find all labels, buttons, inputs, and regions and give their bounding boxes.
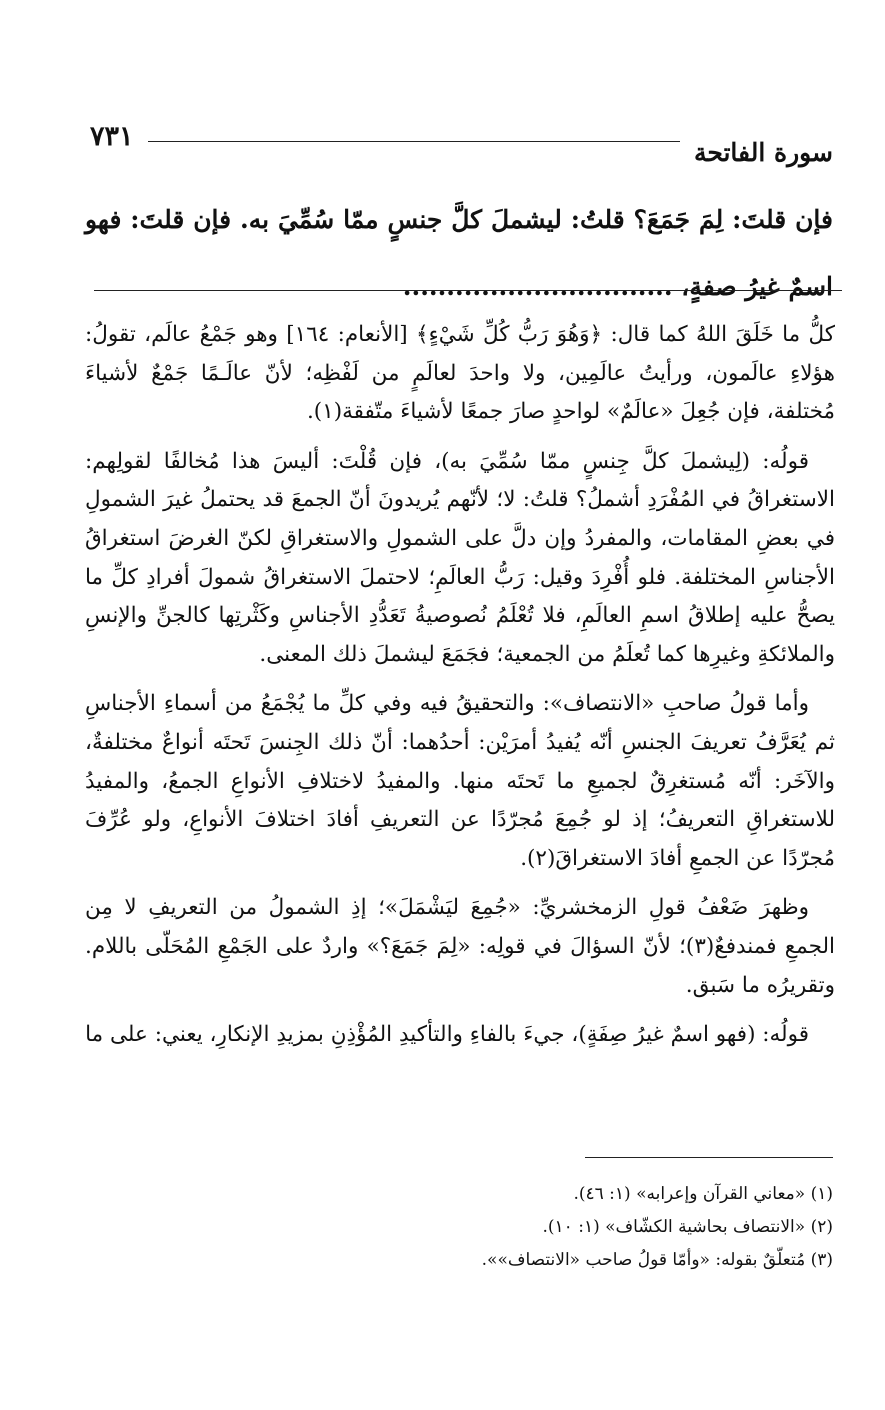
commentary-paragraph: كلُّ ما خَلَقَ اللهُ كما قال: ﴿وَهُوَ رَبُّ كُلِّ شَيْءٍ﴾ [الأنعام: ١٦٤] وهو جَمْعُ عالَم، تقولُ: هؤلاءِ عالَمون، ورأيتُ عالَمِين، ولا واحدَ لعالَمٍ من لَفْظِه؛ لأنّ عالَـمًا جَمْعٌ لأشياءَ مُختلفة، فإن جُعِلَ «عالَمٌ» لواحدٍ صارَ جمعًا لأشياءَ متّفقة(١).	[85, 322, 835, 425]
commentary-body	[85, 316, 835, 1066]
footnote-divider	[585, 1157, 833, 1158]
footnote: (١) «معاني القرآن وإعرابه» (١: ٤٦).	[573, 1184, 833, 1204]
footnotes	[133, 1178, 833, 1277]
matn-divider	[94, 290, 842, 291]
commentary-paragraph: وأما قولُ صاحبِ «الانتصاف»: والتحقيقُ فيه وفي كلِّ ما يُجْمَعُ من أسماءِ الأجناسِ ثم يُعَرَّفُ تعريفَ الجنسِ أنّه يُفيدُ أمرَيْن: أحدُهما: أنّ ذلك الجِنسَ تَحتَه أنواعٌ مختلفةٌ، والآخَر: أنّه مُستغرِقٌ لجميعِ ما تَحتَه منها. والمفيدُ لاختلافِ الأنواعِ الجمعُ، والمفيدُ للاستغراقِ التعريفُ؛ إذ لو جُمِعَ مُجرّدًا عن التعريفِ أفادَ اختلافَ الأنواعِ، ولو عُرِّفَ مُجرّدًا عن الجمعِ أفادَ الاستغراقَ(٢).	[85, 691, 835, 871]
footnote: (٢) «الانتصاف بحاشية الكشّاف» (١: ١٠).	[542, 1217, 833, 1237]
commentary-paragraph: قولُه: (فهو اسمٌ غيرُ صِفَةٍ)، جيءَ بالفاءِ والتأكيدِ المُؤْذِنِ بمزيدِ الإنكارِ، يعني: على ما	[85, 1022, 809, 1048]
matn-text: فإن قلتَ: لِمَ جَمَعَ؟ قلتُ: ليشملَ كلَّ جنسٍ ممّا سُمِّيَ به. فإن قلتَ: فهو اسمٌ غيرُ صفةٍ، ...............................	[85, 205, 833, 301]
running-title: سورة الفاتحة	[693, 137, 833, 167]
header-rule	[148, 141, 680, 142]
footnote: (٣) مُتعلّقٌ بقوله: «وأمّا قولُ صاحب «الانتصاف»».	[481, 1250, 833, 1270]
page-number: ٧٣١	[90, 120, 134, 152]
commentary-paragraph: قولُه: (لِيشملَ كلَّ جِنسٍ ممّا سُمِّيَ به)، فإن قُلْتَ: أليسَ هذا مُخالفًا لقولِهم: الاستغراقُ في المُفْرَدِ أشملُ؟ قلتُ: لا؛ لأنّهم يُريدونَ أنّ الجمعَ قد يحتملُ غيرَ الشمولِ في بعضِ المقامات، والمفردُ وإن دلَّ على الشمولِ والاستغراقِ لكنّ الغرضَ استغراقُ الأجناسِ المختلفة. فلو أُفْرِدَ وقيل: رَبُّ العالَمِ؛ لاحتملَ الاستغراقُ شمولَ أفرادِ كلِّ ما يصحُّ عليه إطلاقُ اسمِ العالَمِ، فلا تُعْلَمُ نُصوصيةُ تَعَدُّدِ الأجناسِ وكَثْرتِها كالجنِّ والإنسِ والملائكةِ وغيرِها كما تُعلَمُ من الجمعية؛ فجَمَعَ ليشملَ ذلك المعنى.	[85, 448, 835, 667]
running-header	[90, 118, 833, 168]
commentary-paragraph: وظهرَ ضَعْفُ قولِ الزمخشريِّ: «جُمِعَ ليَشْمَلَ»؛ إذِ الشمولُ من التعريفِ لا مِن الجمعِ فمندفعٌ(٣)؛ لأنّ السؤالَ في قولِه: «لِمَ جَمَعَ؟» واردٌ على الجَمْعِ المُحَلّى باللام. وتقريرُه ما سَبق.	[85, 895, 835, 998]
